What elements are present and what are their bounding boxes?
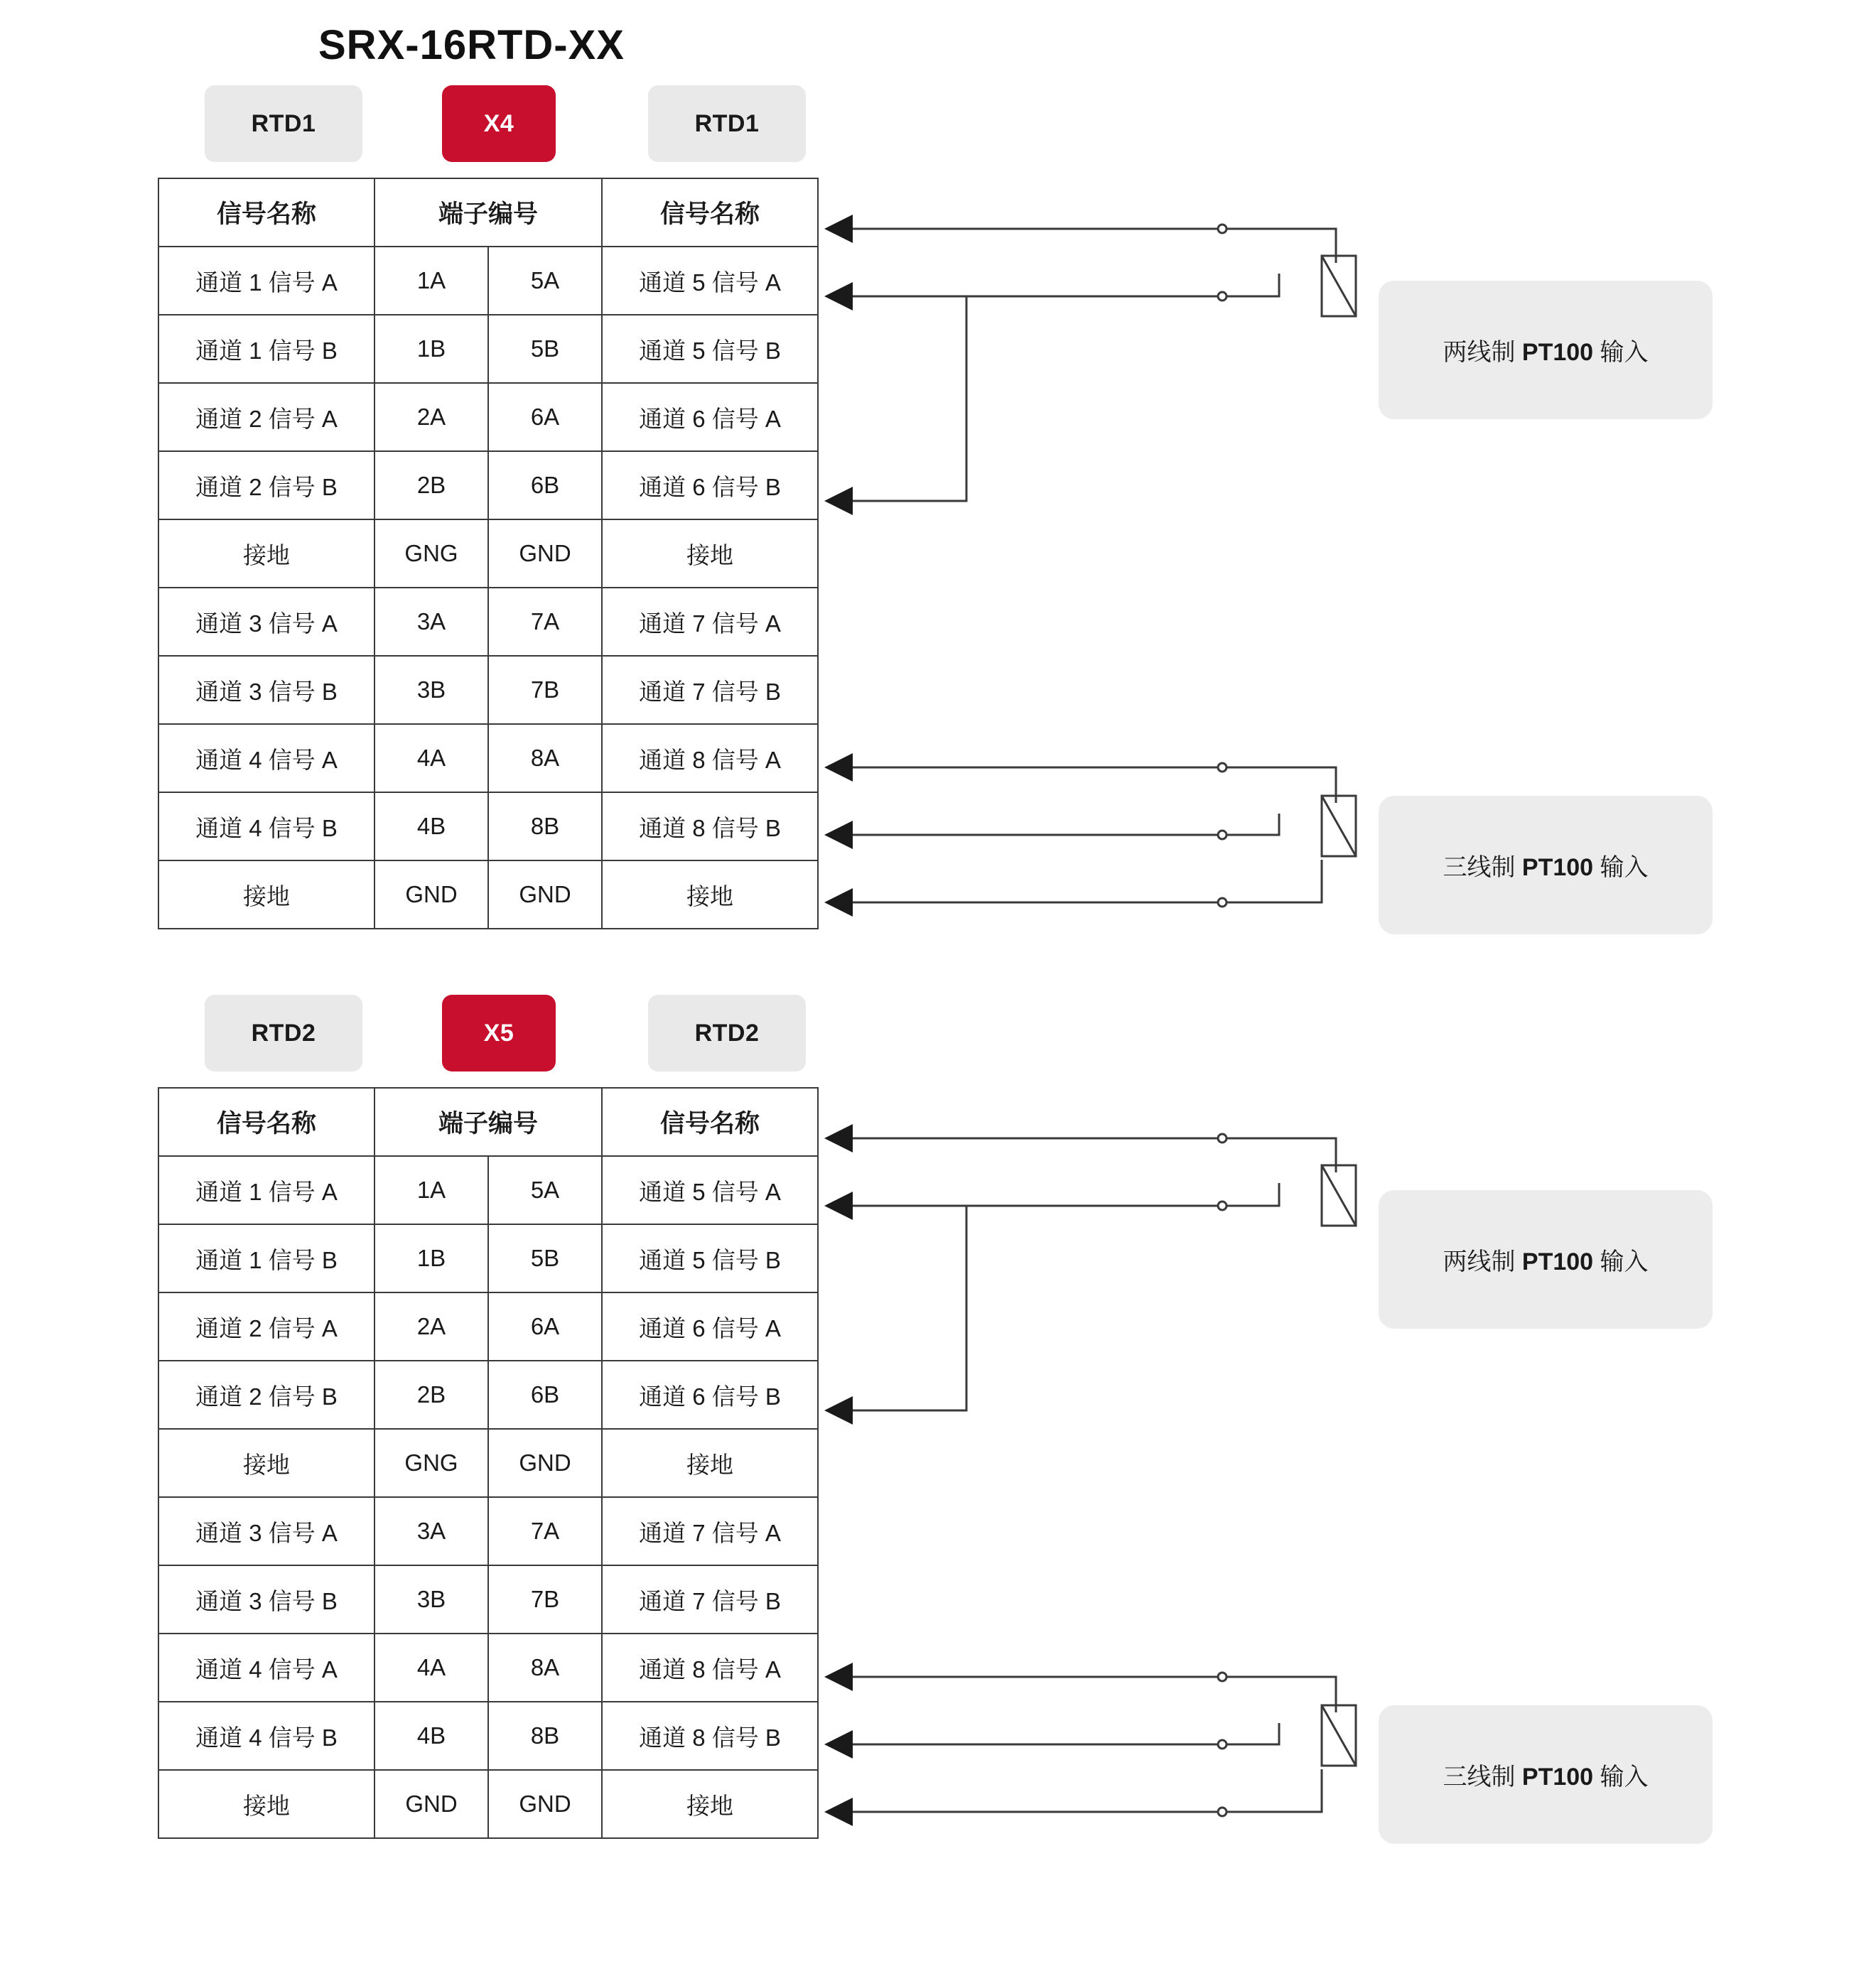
table-header-row [158,178,818,247]
cell-signal-right: 通道 6 信号 B [602,451,818,519]
terminal-table [158,178,819,929]
note-text: 三线制 PT100 输入 [1443,854,1649,881]
cell-terminal-left: 4A [374,1634,488,1702]
chip-row [0,85,760,171]
note-text: 两线制 PT100 输入 [1443,1248,1649,1275]
cell-terminal-left: GND [374,1770,488,1838]
table-row [158,860,818,929]
cell-signal-left: 通道 1 信号 B [158,1224,374,1292]
cell-terminal-left: 3A [374,588,488,656]
cell-signal-right: 通道 5 信号 B [602,1224,818,1292]
table-row [158,1497,818,1565]
note-text: 两线制 PT100 输入 [1443,339,1649,366]
cell-signal-right: 通道 7 信号 B [602,1565,818,1634]
header-signal-right: 信号名称 [602,178,818,247]
cell-signal-left: 通道 2 信号 B [158,451,374,519]
cell-terminal-left: 1B [374,1224,488,1292]
cell-signal-left: 接地 [158,860,374,929]
cell-terminal-left: 3B [374,1565,488,1634]
cell-terminal-right: 6A [488,383,602,451]
cell-terminal-left: 1A [374,247,488,315]
chip-connector-left: RTD1 [205,85,362,162]
cell-signal-left: 通道 4 信号 A [158,1634,374,1702]
cell-signal-right: 通道 6 信号 A [602,1292,818,1361]
cell-signal-left: 通道 3 信号 B [158,1565,374,1634]
cell-signal-left: 通道 3 信号 A [158,588,374,656]
cell-terminal-right: 8A [488,1634,602,1702]
cell-signal-right: 接地 [602,519,818,588]
table-row [158,792,818,860]
chip-row [0,995,760,1080]
cell-signal-left: 通道 1 信号 A [158,247,374,315]
cell-terminal-left: 2B [374,451,488,519]
chip-connector-id: X5 [442,995,556,1071]
cell-terminal-left: 2B [374,1361,488,1429]
cell-signal-left: 通道 3 信号 A [158,1497,374,1565]
table-row [158,383,818,451]
table-row [158,1361,818,1429]
cell-signal-right: 通道 5 信号 A [602,1156,818,1224]
cell-signal-left: 接地 [158,519,374,588]
arrow-heads [824,215,853,917]
cell-signal-right: 通道 6 信号 A [602,383,818,451]
table-row [158,1224,818,1292]
cell-signal-left: 通道 1 信号 A [158,1156,374,1224]
cell-signal-right: 通道 7 信号 A [602,588,818,656]
cell-signal-left: 通道 4 信号 B [158,1702,374,1770]
cell-terminal-left: 3A [374,1497,488,1565]
chip-connector-right: RTD1 [648,85,806,162]
note-three-wire-pt100 [1379,796,1713,934]
cell-terminal-right: 8A [488,724,602,792]
cell-signal-left: 通道 4 信号 B [158,792,374,860]
cell-terminal-right: 8B [488,792,602,860]
cell-signal-right: 接地 [602,1429,818,1497]
cell-terminal-right: GND [488,1770,602,1838]
cell-signal-right: 通道 7 信号 A [602,1497,818,1565]
cell-terminal-right: 7A [488,588,602,656]
cell-signal-left: 通道 2 信号 A [158,383,374,451]
chip-connector-id: X4 [442,85,556,162]
cell-signal-left: 接地 [158,1770,374,1838]
note-two-wire-pt100 [1379,281,1713,419]
arrow-heads [824,1124,853,1826]
cell-terminal-left: 1B [374,315,488,383]
cell-terminal-right: 7A [488,1497,602,1565]
cell-signal-left: 通道 1 信号 B [158,315,374,383]
table-row [158,315,818,383]
cell-signal-left: 通道 4 信号 A [158,724,374,792]
cell-terminal-right: 6A [488,1292,602,1361]
cell-terminal-right: GND [488,860,602,929]
cell-terminal-left: 4A [374,724,488,792]
cell-terminal-right: 6B [488,1361,602,1429]
cell-terminal-right: GND [488,519,602,588]
cell-signal-right: 通道 6 信号 B [602,1361,818,1429]
terminal-table [158,1087,819,1839]
page-title: SRX-16RTD-XX [318,22,625,68]
cell-signal-right: 通道 8 信号 A [602,1634,818,1702]
table-row [158,519,818,588]
cell-terminal-left: 2A [374,1292,488,1361]
table-row [158,247,818,315]
cell-terminal-right: 5B [488,315,602,383]
cell-terminal-left: GNG [374,519,488,588]
header-terminal-no: 端子编号 [374,1088,602,1156]
cell-terminal-right: 5B [488,1224,602,1292]
note-three-wire-pt100 [1379,1705,1713,1844]
cell-signal-right: 通道 8 信号 A [602,724,818,792]
cell-signal-left: 接地 [158,1429,374,1497]
cell-terminal-left: 1A [374,1156,488,1224]
cell-signal-right: 接地 [602,1770,818,1838]
table-row [158,1292,818,1361]
table-row [158,1770,818,1838]
cell-signal-right: 接地 [602,860,818,929]
table-header-row [158,1088,818,1156]
cell-terminal-right: 8B [488,1702,602,1770]
cell-terminal-right: GND [488,1429,602,1497]
table-row [158,588,818,656]
table-row [158,724,818,792]
table-row [158,1429,818,1497]
cell-signal-left: 通道 2 信号 B [158,1361,374,1429]
cell-signal-right: 通道 5 信号 A [602,247,818,315]
header-terminal-no: 端子编号 [374,178,602,247]
note-text: 三线制 PT100 输入 [1443,1764,1649,1791]
cell-signal-right: 通道 7 信号 B [602,656,818,724]
cell-signal-left: 通道 2 信号 A [158,1292,374,1361]
header-signal-left: 信号名称 [158,178,374,247]
cell-signal-right: 通道 5 信号 B [602,315,818,383]
table-row [158,1702,818,1770]
cell-terminal-right: 6B [488,451,602,519]
chip-connector-left: RTD2 [205,995,362,1071]
cell-terminal-right: 7B [488,1565,602,1634]
header-signal-left: 信号名称 [158,1088,374,1156]
cell-signal-right: 通道 8 信号 B [602,792,818,860]
table-row [158,1634,818,1702]
cell-terminal-left: GND [374,860,488,929]
cell-signal-left: 通道 3 信号 B [158,656,374,724]
table-row [158,1156,818,1224]
cell-terminal-right: 5A [488,247,602,315]
cell-terminal-left: GNG [374,1429,488,1497]
cell-terminal-right: 5A [488,1156,602,1224]
table-row [158,1565,818,1634]
cell-terminal-left: 4B [374,1702,488,1770]
chip-connector-right: RTD2 [648,995,806,1071]
cell-terminal-left: 3B [374,656,488,724]
cell-terminal-left: 4B [374,792,488,860]
cell-terminal-left: 2A [374,383,488,451]
table-row [158,451,818,519]
cell-terminal-right: 7B [488,656,602,724]
note-two-wire-pt100 [1379,1190,1713,1329]
cell-signal-right: 通道 8 信号 B [602,1702,818,1770]
table-row [158,656,818,724]
header-signal-right: 信号名称 [602,1088,818,1156]
